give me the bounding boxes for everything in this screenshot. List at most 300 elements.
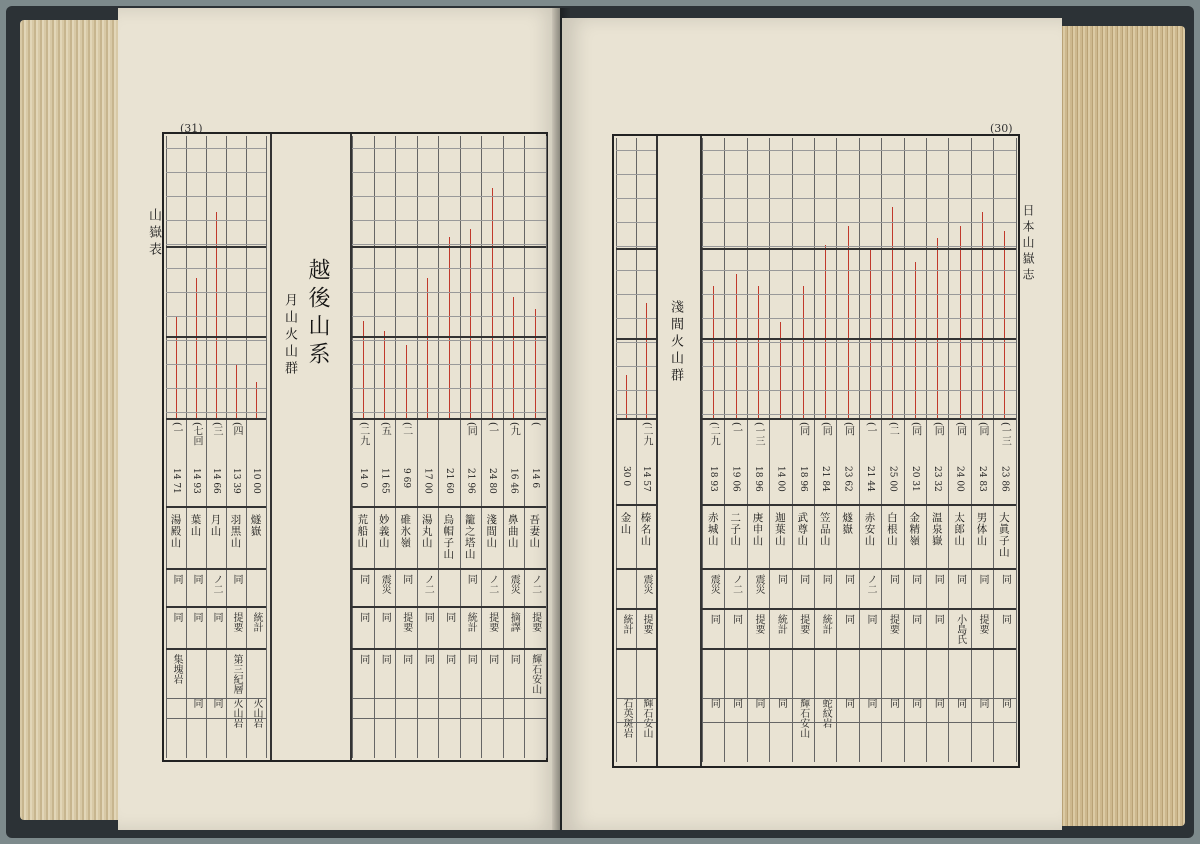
elevation-value: 23 62 [842, 466, 853, 492]
running-title: 日本山嶽志 [1021, 204, 1035, 284]
mountain-kind: ノ二 [730, 574, 742, 594]
column-rule [374, 136, 375, 758]
grid-rule [616, 222, 656, 223]
rock-type: 輝石安山 [797, 698, 809, 738]
band-rule [702, 568, 1016, 570]
row-rule [352, 698, 546, 699]
elevation-bar [646, 303, 647, 418]
elevation-value: 21 44 [865, 466, 875, 492]
data-source: 同 [357, 612, 369, 622]
elevation-value: 16 46 [508, 468, 519, 494]
column-rule [186, 136, 187, 758]
column-rule [266, 136, 267, 758]
elevation-value: 9 69 [400, 468, 411, 489]
band-rule [352, 418, 546, 420]
elevation-bar [982, 212, 983, 418]
data-source: 統計 [465, 612, 477, 632]
band-rule [166, 506, 266, 508]
grid-rule [166, 316, 266, 317]
running-title: 山嶽表 [146, 208, 161, 259]
rock-type: 同 [909, 698, 921, 708]
column-rule [814, 138, 815, 762]
grid-rule [352, 364, 546, 365]
band-rule [352, 568, 546, 570]
elevation-note: (四 [231, 422, 242, 436]
data-source: 統計 [251, 612, 262, 632]
band-rule [616, 608, 656, 610]
band-rule [702, 418, 1016, 420]
grid-rule [166, 220, 266, 221]
grid-rule [352, 196, 546, 197]
data-source: 提要 [641, 614, 652, 634]
row-rule [616, 698, 656, 699]
rock-type: 火山岩 [251, 698, 262, 728]
data-source: 提要 [887, 614, 899, 634]
elevation-note: (七回 [191, 422, 202, 446]
row-rule [166, 698, 266, 699]
geology: 同 [443, 654, 455, 664]
data-source: 提要 [797, 614, 809, 634]
rock-type: 同 [999, 698, 1011, 708]
elevation-value: 14 0 [357, 468, 368, 489]
geology: 輝石安山 [529, 654, 541, 694]
mountain-name: 金精嶺 [908, 512, 921, 547]
row-rule [166, 718, 266, 719]
elevation-bar [470, 229, 471, 418]
column-rule [438, 136, 439, 758]
column-rule [1016, 138, 1017, 762]
rock-type: 輝石安山 [641, 698, 652, 738]
elevation-note: (九 [508, 422, 520, 436]
column-rule [724, 138, 725, 762]
band-rule [352, 648, 546, 650]
grid-rule [616, 198, 656, 199]
divider-rule [656, 136, 658, 766]
geology: 同 [422, 654, 434, 664]
column-rule [836, 138, 837, 762]
elevation-value: 23 86 [999, 466, 1010, 492]
elevation-bar [492, 188, 493, 418]
grid-rule [702, 174, 1016, 175]
mountain-kind: 同 [775, 574, 787, 584]
mountain-kind: ノ二 [422, 574, 434, 594]
mountain-name: 赤城山 [706, 512, 719, 547]
band-rule [166, 568, 266, 570]
grid-rule [616, 246, 656, 247]
group-title: 月山火山群 [282, 293, 297, 378]
mountain-kind: ノ二 [211, 574, 222, 594]
grid-rule [616, 294, 656, 295]
column-rule [636, 138, 637, 762]
data-source: 同 [865, 614, 876, 624]
mountain-kind: 同 [887, 574, 899, 584]
mountain-kind: ノ二 [486, 574, 498, 594]
grid-rule [702, 366, 1016, 367]
elevation-value: 14 00 [775, 466, 786, 492]
elevation-bar [626, 375, 627, 418]
column-rule [859, 138, 860, 762]
elevation-bar [196, 278, 197, 418]
elevation-value: 24 80 [486, 468, 497, 494]
row-rule [616, 722, 656, 723]
mountain-name: 温泉嶽 [930, 512, 943, 547]
data-source: 提要 [977, 614, 988, 634]
band-rule [702, 648, 1016, 650]
mountain-kind: 同 [932, 574, 944, 584]
band-rule [616, 338, 656, 340]
mountain-name: 白根山 [885, 512, 898, 547]
grid-rule [166, 268, 266, 269]
column-rule [352, 136, 353, 758]
data-source: 提要 [529, 612, 541, 632]
grid-rule [702, 318, 1016, 319]
mountain-name: 月山 [209, 514, 222, 537]
mountain-name: 妙義山 [377, 514, 390, 549]
grid-rule [352, 148, 546, 149]
divider-rule [270, 134, 272, 760]
data-source: 統計 [621, 614, 632, 634]
grid-rule [702, 198, 1016, 199]
data-source: 統計 [820, 614, 832, 634]
column-rule [546, 136, 547, 758]
elevation-value: 14 66 [211, 468, 221, 494]
row-rule [702, 722, 1016, 723]
grid-rule [166, 340, 266, 341]
column-rule [206, 136, 207, 758]
rock-type: 蛇紋岩 [820, 698, 832, 728]
mountain-kind: 震災 [708, 574, 720, 594]
geology: 集塊岩 [171, 654, 182, 684]
grid-rule [702, 414, 1016, 415]
elevation-note: (二九 [641, 422, 652, 446]
mountain-name: 鼻曲山 [506, 514, 519, 549]
geology: 同 [508, 654, 520, 664]
column-rule [417, 136, 418, 758]
band-rule [166, 246, 266, 248]
grid-rule [166, 244, 266, 245]
column-rule [460, 136, 461, 758]
column-rule [166, 136, 167, 758]
elevation-value: 14 6 [529, 468, 540, 489]
mountain-name: 金山 [619, 512, 632, 535]
mountain-kind: 同 [465, 574, 477, 584]
elevation-value: 10 00 [251, 468, 261, 494]
elevation-bar [406, 345, 407, 418]
left-page [118, 8, 560, 830]
elevation-bar [427, 278, 428, 418]
column-rule [524, 136, 525, 758]
column-rule [971, 138, 972, 762]
right-page [562, 18, 1062, 830]
data-source: 同 [443, 612, 455, 622]
elevation-bar [758, 286, 759, 418]
rock-type: 同 [775, 698, 787, 708]
band-rule [616, 248, 656, 250]
mountain-kind: 同 [842, 574, 854, 584]
column-rule [904, 138, 905, 762]
mountain-name: 碓氷嶺 [399, 514, 412, 549]
band-rule [702, 248, 1016, 250]
grid-rule [352, 340, 546, 341]
elevation-note: (一 [171, 422, 182, 436]
grid-rule [352, 268, 546, 269]
elevation-note: (五 [379, 422, 391, 436]
rock-type: 同 [753, 698, 764, 708]
rock-type: 同 [211, 698, 222, 708]
band-rule [352, 336, 546, 338]
elevation-bar [713, 286, 714, 418]
data-source: 同 [730, 614, 742, 624]
geology: 第三紀層 [231, 654, 242, 694]
data-source: 提要 [486, 612, 498, 632]
data-source: 統計 [775, 614, 787, 634]
mountain-name: 赤安山 [863, 512, 876, 547]
column-rule [993, 138, 994, 762]
grid-rule [702, 390, 1016, 391]
rock-type: 同 [932, 698, 944, 708]
data-source: 同 [708, 614, 720, 624]
rock-type: 石英斑岩 [621, 698, 632, 738]
mountain-name: 男体山 [975, 512, 988, 547]
column-rule [616, 138, 617, 762]
elevation-note: (同 [842, 422, 854, 436]
elevation-value: 18 93 [708, 466, 719, 492]
mountain-kind: ノ二 [529, 574, 541, 594]
mountain-name: 吾妻山 [528, 514, 541, 549]
grid-rule [616, 414, 656, 415]
data-source: 小島氏 [954, 614, 966, 644]
rock-type: 同 [954, 698, 966, 708]
mountain-kind: 同 [191, 574, 202, 584]
row-rule [702, 698, 1016, 699]
elevation-bar [736, 274, 737, 418]
elevation-note: (二九 [708, 422, 720, 446]
elevation-value: 11 65 [379, 468, 390, 494]
grid-rule [352, 292, 546, 293]
mountain-table-left [162, 132, 548, 762]
elevation-note: (同 [932, 422, 944, 436]
mountain-kind: 同 [231, 574, 242, 584]
grid-rule [702, 150, 1016, 151]
mountain-kind: 震災 [753, 574, 764, 594]
mountain-name: 荒船山 [356, 514, 369, 549]
mountain-name: 武尊山 [796, 512, 809, 547]
data-source: 同 [171, 612, 182, 622]
data-source: 同 [999, 614, 1011, 624]
elevation-value: 18 96 [797, 466, 808, 492]
grid-rule [166, 388, 266, 389]
geology: 同 [400, 654, 412, 664]
elevation-note: (同 [797, 422, 809, 436]
grid-rule [616, 270, 656, 271]
page-edges-right [1060, 26, 1185, 826]
elevation-note: (同 [465, 422, 477, 436]
grid-rule [616, 318, 656, 319]
mountain-kind: 同 [909, 574, 921, 584]
elevation-note: (一 [865, 422, 876, 436]
mountain-name: 庚申山 [751, 512, 764, 547]
mountain-kind: 同 [977, 574, 988, 584]
data-source: 同 [422, 612, 434, 622]
mountain-name: 榛名山 [639, 512, 652, 547]
grid-rule [616, 150, 656, 151]
band-rule [166, 606, 266, 608]
mountain-name: 淺間山 [485, 514, 498, 549]
data-source: 提要 [753, 614, 764, 634]
elevation-note: ( [529, 422, 541, 426]
grid-rule [616, 342, 656, 343]
elevation-value: 24 83 [977, 466, 987, 492]
geology: 同 [465, 654, 477, 664]
grid-rule [166, 148, 266, 149]
mountain-name: 笠品山 [818, 512, 831, 547]
data-source: 同 [909, 614, 921, 624]
elevation-note: (二 [400, 422, 412, 436]
elevation-bar [449, 237, 450, 419]
grid-rule [702, 294, 1016, 295]
elevation-value: 17 00 [422, 468, 433, 494]
elevation-note: (一三 [999, 422, 1011, 446]
elevation-note: (一三 [753, 422, 764, 446]
elevation-value: 18 96 [753, 466, 763, 492]
band-rule [702, 608, 1016, 610]
mountain-kind: 同 [820, 574, 832, 584]
elevation-value: 19 06 [730, 466, 741, 492]
geology: 同 [486, 654, 498, 664]
mountain-kind: 震災 [379, 574, 391, 594]
mountain-name: 烏帽子山 [442, 514, 455, 560]
page-edges-left [20, 20, 130, 820]
geology: 同 [357, 654, 369, 664]
data-source: 同 [191, 612, 202, 622]
grid-rule [616, 174, 656, 175]
elevation-note: (二九 [357, 422, 369, 446]
elevation-bar [384, 331, 385, 418]
geology: 同 [379, 654, 391, 664]
mountain-name: 籠之塔山 [463, 514, 476, 560]
band-rule [616, 418, 656, 420]
grid-rule [166, 196, 266, 197]
grid-rule [166, 412, 266, 413]
mountain-kind: 同 [954, 574, 966, 584]
column-rule [395, 136, 396, 758]
elevation-value: 21 84 [820, 466, 831, 492]
grid-rule [702, 270, 1016, 271]
elevation-bar [892, 207, 893, 418]
data-source: 摘譯 [508, 612, 520, 632]
elevation-bar [176, 316, 177, 418]
rock-type: 火山岩 [231, 698, 242, 728]
data-source: 同 [932, 614, 944, 624]
mountain-kind: 同 [357, 574, 369, 584]
grid-rule [166, 364, 266, 365]
elevation-note: (同 [977, 422, 988, 436]
elevation-bar [825, 245, 826, 418]
data-source: 同 [842, 614, 854, 624]
mountain-kind: 震災 [508, 574, 520, 594]
elevation-value: 21 96 [465, 468, 476, 494]
page-number: (31) [180, 122, 203, 135]
elevation-value: 25 00 [887, 466, 898, 492]
elevation-bar [937, 238, 938, 418]
mountain-kind: 同 [999, 574, 1011, 584]
column-rule [226, 136, 227, 758]
column-rule [702, 138, 703, 762]
grid-rule [352, 412, 546, 413]
elevation-value: 14 71 [171, 468, 181, 494]
data-source: 同 [211, 612, 222, 622]
band-rule [702, 338, 1016, 340]
band-rule [616, 568, 656, 570]
rock-type: 同 [730, 698, 742, 708]
rock-type: 同 [708, 698, 720, 708]
band-rule [352, 506, 546, 508]
band-rule [616, 504, 656, 506]
mountain-name: 湯殿山 [169, 514, 182, 549]
grid-rule [352, 172, 546, 173]
band-rule [702, 504, 1016, 506]
column-rule [792, 138, 793, 762]
rock-type: 同 [865, 698, 876, 708]
mountain-name: 大眞子山 [997, 512, 1010, 558]
elevation-bar [236, 365, 237, 418]
elevation-value: 14 57 [641, 466, 651, 492]
elevation-value: 13 39 [231, 468, 241, 494]
mountain-kind: 同 [400, 574, 412, 584]
elevation-value: 24 00 [954, 466, 965, 492]
column-rule [926, 138, 927, 762]
rock-type: 同 [191, 698, 202, 708]
column-rule [769, 138, 770, 762]
band-rule [352, 246, 546, 248]
band-rule [616, 648, 656, 650]
band-rule [166, 418, 266, 420]
section-title: 越後山系 [305, 258, 330, 370]
elevation-bar [780, 322, 781, 418]
band-rule [166, 336, 266, 338]
elevation-note: (同 [820, 422, 832, 436]
elevation-bar [803, 286, 804, 418]
elevation-value: 20 31 [909, 466, 920, 492]
mountain-kind: 同 [171, 574, 182, 584]
mountain-name: 湯丸山 [420, 514, 433, 549]
grid-rule [616, 366, 656, 367]
elevation-value: 30 0 [621, 466, 631, 487]
column-rule [503, 136, 504, 758]
mountain-name: 葉山 [189, 514, 202, 537]
elevation-value: 23 32 [932, 466, 943, 492]
elevation-value: 14 93 [191, 468, 201, 494]
elevation-note: (二 [887, 422, 899, 436]
elevation-bar [870, 250, 871, 418]
grid-rule [166, 292, 266, 293]
grid-rule [352, 388, 546, 389]
elevation-note: (三 [211, 422, 222, 436]
grid-rule [352, 244, 546, 245]
data-source: 提要 [231, 612, 242, 632]
data-source: 同 [379, 612, 391, 622]
elevation-note: (一 [486, 422, 498, 436]
grid-rule [352, 220, 546, 221]
mountain-name: 燧嶽 [841, 512, 854, 535]
band-rule [166, 648, 266, 650]
rock-type: 同 [887, 698, 899, 708]
mountain-kind: ノ二 [865, 574, 876, 594]
elevation-note: (同 [954, 422, 966, 436]
mountain-name: 太郎山 [953, 512, 966, 547]
grid-rule [702, 342, 1016, 343]
mountain-kind: 同 [797, 574, 809, 584]
